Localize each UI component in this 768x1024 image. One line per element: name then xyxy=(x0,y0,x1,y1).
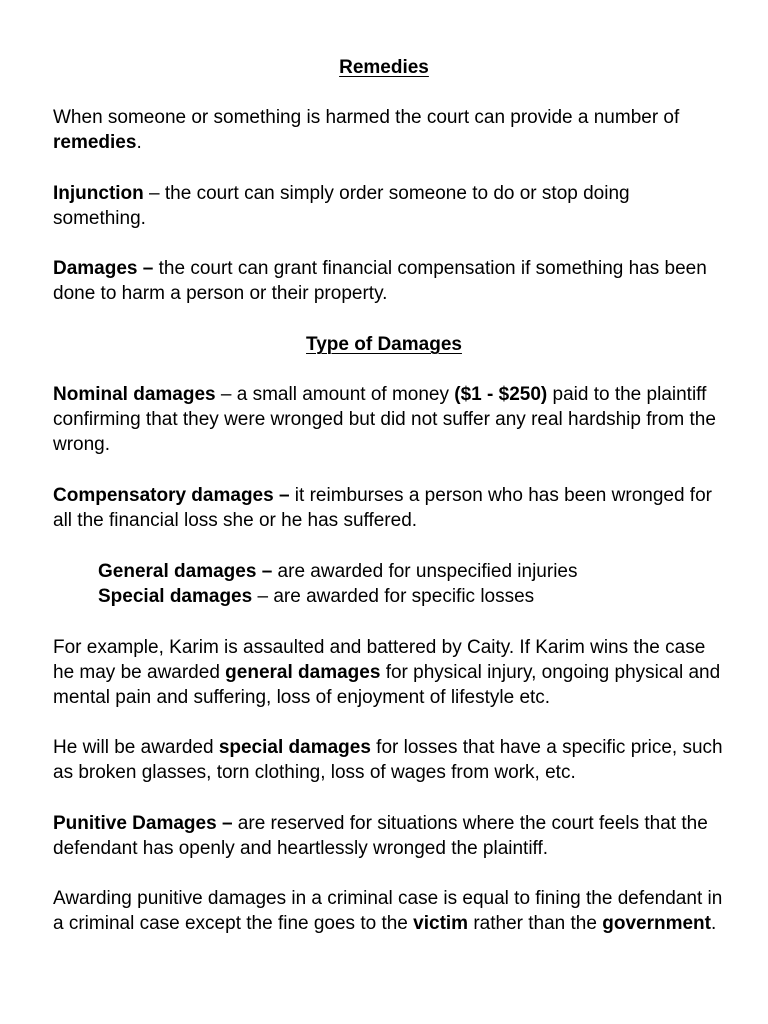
nominal-text-end: paid to the plaintiff confirming that they were wronged but did not suffer any real hardship from the wrong. xyxy=(53,384,716,455)
general-definition: are awarded for unspecified injuries xyxy=(272,561,578,582)
example-text: For example, Karim is assaulted and battered by Caity. If Karim wins the case he may be awarded xyxy=(53,637,706,683)
intro-paragraph xyxy=(53,105,723,155)
section-subtitle: Type of Damages xyxy=(306,334,462,355)
punitive-criminal-paragraph xyxy=(53,886,723,936)
punitive-definition: are reserved for situations where the court feels that the defendant has openly and heartlessly wronged the plaintiff. xyxy=(53,813,708,859)
page-title: Remedies xyxy=(339,57,429,78)
general-damages-line xyxy=(98,559,738,584)
punitive-term: Punitive Damages – xyxy=(53,813,233,834)
example-text-end: for physical injury, ongoing physical and mental pain and suffering, loss of enjoyment of lifestyle etc. xyxy=(53,662,721,708)
victim-term: victim xyxy=(413,913,469,934)
special-damages-line xyxy=(98,584,738,609)
damages-term: Damages – xyxy=(53,258,154,279)
nominal-paragraph xyxy=(53,382,723,457)
intro-bold-term: remedies xyxy=(53,132,137,153)
example-bold-term: general damages xyxy=(225,662,381,683)
special-term: Special damages xyxy=(98,586,253,607)
intro-end: . xyxy=(136,132,142,153)
compensatory-paragraph xyxy=(53,483,723,533)
damages-definition: the court can grant financial compensation if something has been done to harm a person or their property. xyxy=(53,258,707,304)
punitive-criminal-end: . xyxy=(710,913,717,934)
injunction-term: Injunction xyxy=(53,183,144,204)
nominal-term: Nominal damages xyxy=(53,384,216,405)
special-example-bold-term: special damages xyxy=(218,737,371,758)
compensatory-definition: it reimburses a person who has been wronged for all the financial loss she or he has suffered. xyxy=(53,485,712,531)
example-paragraph xyxy=(53,635,723,710)
punitive-criminal-text-mid: rather than the xyxy=(468,913,603,934)
government-term: government xyxy=(602,913,711,934)
special-example-text-end: for losses that have a specific price, such as broken glasses, torn clothing, loss of wages from work, etc. xyxy=(53,737,723,783)
damages-paragraph xyxy=(53,256,723,306)
special-definition: – are awarded for specific losses xyxy=(252,586,535,607)
general-term: General damages – xyxy=(98,561,273,582)
special-example-paragraph xyxy=(53,735,723,785)
nominal-text: – a small amount of money xyxy=(215,384,455,405)
injunction-paragraph xyxy=(53,181,723,231)
injunction-definition: – the court can simply order someone to do or stop doing something. xyxy=(53,183,630,229)
nominal-amount: ($1 - $250) xyxy=(454,384,548,405)
punitive-paragraph xyxy=(53,811,723,861)
compensatory-term: Compensatory damages – xyxy=(53,485,290,506)
punitive-criminal-text: Awarding punitive damages in a criminal case is equal to fining the defendant in a criminal case except the fine goes to the xyxy=(53,888,723,934)
intro-text: When someone or something is harmed the court can provide a number of xyxy=(53,107,680,128)
special-example-text: He will be awarded xyxy=(53,737,219,758)
